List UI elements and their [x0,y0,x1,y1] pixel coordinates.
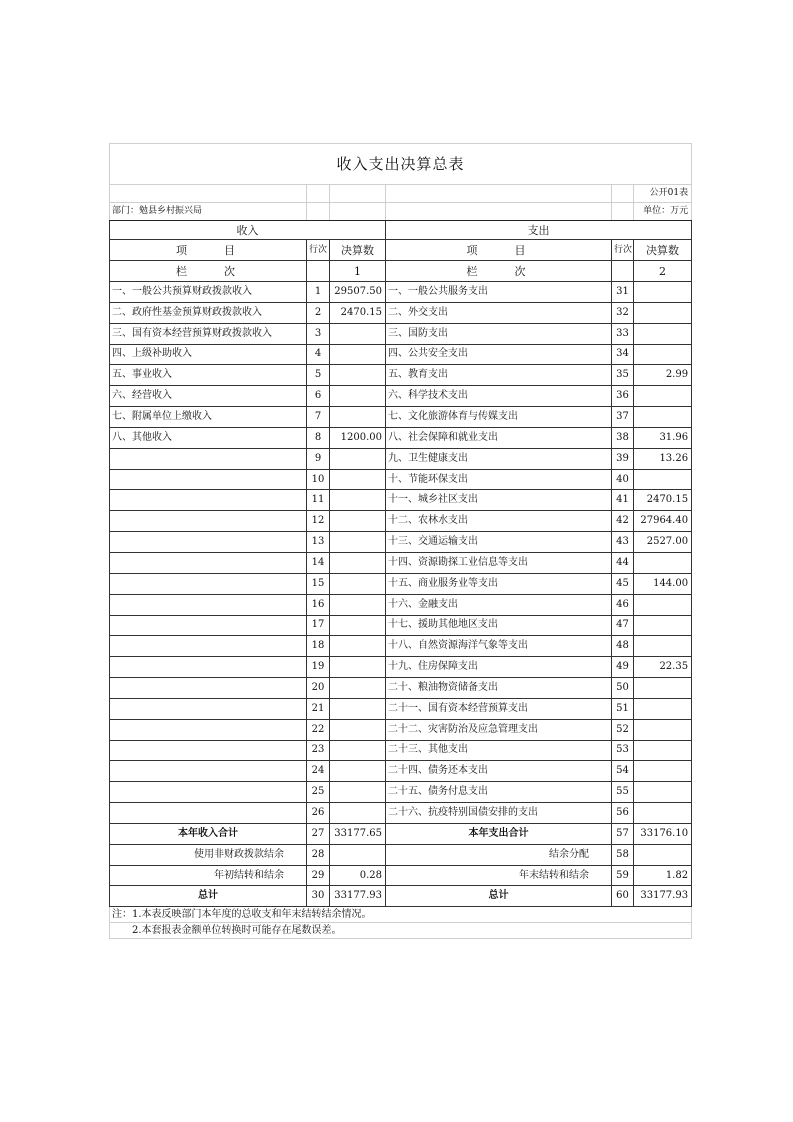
expense-row-number: 44 [612,552,634,573]
expense-item: 九、卫生健康支出 [386,448,612,469]
form-code: 公开01表 [634,185,692,203]
expense-row-number: 39 [612,448,634,469]
expense-summary-item: 本年支出合计 [386,823,612,844]
income-row-number: 13 [307,532,330,553]
income-item-header: 项 目 [110,240,307,261]
table-row [110,782,692,803]
income-item [110,469,307,490]
income-item [110,532,307,553]
expense-row-number: 36 [612,386,634,407]
income-row-number: 27 [307,823,330,844]
table-row [110,511,692,532]
income-item [110,552,307,573]
table-row [110,448,692,469]
summary-row [110,865,692,886]
expense-amount [634,803,692,824]
income-amount [330,594,386,615]
table-row [110,678,692,699]
expense-item: 二十二、灾害防治及应急管理支出 [386,719,612,740]
income-item [110,740,307,761]
expense-amount: 27964.40 [634,511,692,532]
table-row [110,657,692,678]
income-row-number: 7 [307,407,330,428]
expense-amount: 22.35 [634,657,692,678]
income-row-number: 5 [307,365,330,386]
expense-amount [634,782,692,803]
income-item [110,636,307,657]
income-amount [330,344,386,365]
expense-row-number: 56 [612,803,634,824]
income-item [110,761,307,782]
income-amount [330,448,386,469]
income-row-number: 11 [307,490,330,511]
expense-amount [634,594,692,615]
expense-row-number: 46 [612,594,634,615]
expense-summary-item: 结余分配 [386,844,612,865]
expense-row-number: 52 [612,719,634,740]
income-amount: 1200.00 [330,427,386,448]
income-summary-item: 本年收入合计 [110,823,307,844]
income-row-header: 行次 [307,240,330,261]
table-row [110,344,692,365]
expense-row-number: 58 [612,844,634,865]
expense-amount [634,552,692,573]
income-item [110,698,307,719]
summary-row [110,886,692,907]
table-row [110,427,692,448]
expense-amount: 33177.93 [634,886,692,907]
income-row-number: 6 [307,386,330,407]
summary-table [109,143,692,939]
expense-amount [634,386,692,407]
table-row [110,407,692,428]
expense-item: 十四、资源勘探工业信息等支出 [386,552,612,573]
expense-item-header: 项 目 [386,240,612,261]
expense-row-number: 47 [612,615,634,636]
income-amount [330,678,386,699]
income-amount [330,636,386,657]
income-amount: 29507.50 [330,282,386,303]
expense-item: 二十、粮油物资储备支出 [386,678,612,699]
table-row [110,386,692,407]
income-lan-label: 栏 次 [110,261,307,282]
expense-item: 十、节能环保支出 [386,469,612,490]
expense-row-number: 34 [612,344,634,365]
table-row [110,552,692,573]
expense-item: 十三、交通运输支出 [386,532,612,553]
expense-summary-item: 年末结转和结余 [386,865,612,886]
income-amount [330,407,386,428]
expense-amount [634,761,692,782]
income-amount [330,761,386,782]
income-item [110,615,307,636]
income-amount: 0.28 [330,865,386,886]
expense-amount [634,636,692,657]
income-item [110,573,307,594]
income-row-number: 23 [307,740,330,761]
expense-item: 二十六、抗疫特别国债安排的支出 [386,803,612,824]
income-amount [330,323,386,344]
expense-item: 四、公共安全支出 [386,344,612,365]
table-row [110,532,692,553]
expense-amount: 2470.15 [634,490,692,511]
income-amount: 2470.15 [330,302,386,323]
expense-amount [634,678,692,699]
expense-row-number: 60 [612,886,634,907]
income-item [110,782,307,803]
income-item [110,678,307,699]
income-row-number: 25 [307,782,330,803]
income-item: 二、政府性基金预算财政拨款收入 [110,302,307,323]
expense-row-header: 行次 [612,240,634,261]
income-item: 四、上级补助收入 [110,344,307,365]
table-row [110,803,692,824]
expense-amount [634,469,692,490]
expense-item: 二、外交支出 [386,302,612,323]
expense-row-number: 41 [612,490,634,511]
expense-row-number: 55 [612,782,634,803]
income-row-number: 28 [307,844,330,865]
expense-lan-label: 栏 次 [386,261,612,282]
income-amount [330,719,386,740]
summary-row [110,823,692,844]
income-amount [330,365,386,386]
income-summary-item: 总计 [110,886,307,907]
income-row-number: 26 [307,803,330,824]
income-amount: 33177.93 [330,886,386,907]
income-row-number: 8 [307,427,330,448]
note-row [110,923,692,939]
income-row-number: 24 [307,761,330,782]
statement-sheet [109,143,691,939]
expense-lan-number: 2 [634,261,692,282]
income-item [110,594,307,615]
expense-item: 二十一、国有资本经营预算支出 [386,698,612,719]
income-row-number: 12 [307,511,330,532]
expense-amount: 2.99 [634,365,692,386]
expense-amount [634,323,692,344]
income-amount-header: 决算数 [330,240,386,261]
expense-amount: 13.26 [634,448,692,469]
expense-row-number: 50 [612,678,634,699]
expense-amount [634,344,692,365]
expense-amount [634,615,692,636]
income-row-number: 1 [307,282,330,303]
expense-amount [634,698,692,719]
income-lan-number: 1 [330,261,386,282]
expense-row-number: 35 [612,365,634,386]
expense-row-number: 53 [612,740,634,761]
income-item: 五、事业收入 [110,365,307,386]
expense-amount: 1.82 [634,865,692,886]
expense-item: 二十五、债务付息支出 [386,782,612,803]
expense-summary-item: 总计 [386,886,612,907]
income-item: 八、其他收入 [110,427,307,448]
expense-row-number: 48 [612,636,634,657]
income-row-number: 15 [307,573,330,594]
income-amount [330,844,386,865]
table-row [110,573,692,594]
income-amount [330,386,386,407]
table-row [110,490,692,511]
expense-amount-header: 决算数 [634,240,692,261]
income-summary-item: 使用非财政拨款结余 [110,844,307,865]
income-amount [330,490,386,511]
expense-row-number: 37 [612,407,634,428]
expense-item: 二十四、债务还本支出 [386,761,612,782]
income-row-number: 3 [307,323,330,344]
table-row [110,594,692,615]
expense-item: 七、文化旅游体育与传媒支出 [386,407,612,428]
table-row [110,365,692,386]
expense-amount [634,282,692,303]
table-row [110,469,692,490]
expense-row-number: 51 [612,698,634,719]
income-row-number: 20 [307,678,330,699]
expense-row-number: 32 [612,302,634,323]
income-amount [330,657,386,678]
expense-row-number: 38 [612,427,634,448]
table-row [110,323,692,344]
table-row [110,282,692,303]
income-amount [330,532,386,553]
income-item: 三、国有资本经营预算财政拨款收入 [110,323,307,344]
unit-label: 单位：万元 [634,203,692,221]
expense-amount [634,719,692,740]
income-row-number: 4 [307,344,330,365]
income-row-number: 14 [307,552,330,573]
expense-item: 三、国防支出 [386,323,612,344]
income-section-header: 收入 [110,221,386,240]
table-row [110,698,692,719]
income-amount [330,573,386,594]
expense-row-number: 33 [612,323,634,344]
income-amount [330,698,386,719]
income-item [110,803,307,824]
income-amount [330,782,386,803]
income-item [110,657,307,678]
expense-row-number: 57 [612,823,634,844]
table-row [110,615,692,636]
table-row [110,302,692,323]
expense-item: 十九、住房保障支出 [386,657,612,678]
table-row [110,719,692,740]
table-row [110,761,692,782]
income-amount [330,615,386,636]
income-row-number: 19 [307,657,330,678]
expense-item: 十六、金融支出 [386,594,612,615]
expense-row-number: 40 [612,469,634,490]
income-row-number: 18 [307,636,330,657]
expense-row-number: 42 [612,511,634,532]
expense-amount: 144.00 [634,573,692,594]
income-amount: 33177.65 [330,823,386,844]
income-item [110,448,307,469]
expense-item: 十七、援助其他地区支出 [386,615,612,636]
note-row [110,907,692,923]
income-item [110,490,307,511]
expense-amount [634,302,692,323]
expense-section-header: 支出 [386,221,692,240]
summary-row [110,844,692,865]
page-title: 收入支出决算总表 [110,144,692,185]
expense-item: 一、一般公共服务支出 [386,282,612,303]
expense-item: 五、教育支出 [386,365,612,386]
income-row-number: 17 [307,615,330,636]
note-text: 注：1.本表反映部门本年度的总收支和年末结转结余情况。 [110,907,692,923]
income-row-number: 10 [307,469,330,490]
expense-row-number: 54 [612,761,634,782]
expense-row-number: 59 [612,865,634,886]
income-item [110,719,307,740]
expense-item: 十八、自然资源海洋气象等支出 [386,636,612,657]
income-amount [330,511,386,532]
income-amount [330,552,386,573]
expense-row-number: 49 [612,657,634,678]
income-row-number: 16 [307,594,330,615]
expense-item: 六、科学技术支出 [386,386,612,407]
expense-amount [634,844,692,865]
income-row-number: 30 [307,886,330,907]
income-item: 一、一般公共预算财政拨款收入 [110,282,307,303]
note-text: 2.本套报表金额单位转换时可能存在尾数误差。 [110,923,692,939]
income-row-number: 9 [307,448,330,469]
income-summary-item: 年初结转和结余 [110,865,307,886]
income-row-number: 29 [307,865,330,886]
department-label: 部门：勉县乡村振兴局 [110,203,307,221]
expense-item: 十一、城乡社区支出 [386,490,612,511]
expense-amount: 33176.10 [634,823,692,844]
income-row-number: 2 [307,302,330,323]
expense-item: 十五、商业服务业等支出 [386,573,612,594]
expense-item: 二十三、其他支出 [386,740,612,761]
expense-amount [634,407,692,428]
table-row [110,740,692,761]
expense-row-number: 45 [612,573,634,594]
expense-row-number: 31 [612,282,634,303]
expense-item: 十二、农林水支出 [386,511,612,532]
expense-amount: 31.96 [634,427,692,448]
income-amount [330,469,386,490]
income-amount [330,740,386,761]
income-row-number: 22 [307,719,330,740]
expense-amount: 2527.00 [634,532,692,553]
income-row-number: 21 [307,698,330,719]
expense-item: 八、社会保障和就业支出 [386,427,612,448]
income-item: 六、经营收入 [110,386,307,407]
table-row [110,636,692,657]
income-amount [330,803,386,824]
expense-amount [634,740,692,761]
expense-row-number: 43 [612,532,634,553]
income-item: 七、附属单位上缴收入 [110,407,307,428]
income-item [110,511,307,532]
